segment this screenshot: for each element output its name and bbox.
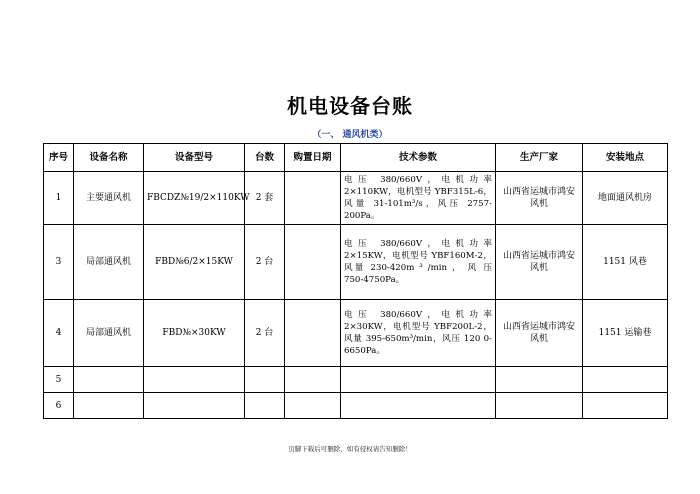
cell-tech: 电压 380/660V，电机功率 2×110KW，电机型号 YBF315L-6，风量 31-101m³/s，风压 2757-200Pa。 — [341, 172, 496, 225]
cell-no: 4 — [44, 300, 74, 367]
equipment-ledger-table — [43, 143, 668, 419]
cell-qty: 2 台 — [245, 225, 285, 300]
cell-location: 1151 运输巷 — [583, 300, 668, 367]
cell-name: 局部通风机 — [74, 225, 144, 300]
table-row — [44, 172, 668, 225]
cell-qty: 2 台 — [245, 300, 285, 367]
cell-qty: 2 套 — [245, 172, 285, 225]
col-header-model: 设备型号 — [144, 144, 245, 172]
cell-tech — [341, 367, 496, 393]
cell-maker: 山西省运城市鸿安风机 — [496, 172, 583, 225]
cell-no: 3 — [44, 225, 74, 300]
cell-maker — [496, 393, 583, 419]
cell-tech: 电压 380/660V，电机功率 2×30KW，电机型号 YBF200L-2，风量 395-650m³/min，风压 120 0-6650Pa。 — [341, 300, 496, 367]
cell-date — [285, 172, 341, 225]
cell-name — [74, 367, 144, 393]
cell-no: 1 — [44, 172, 74, 225]
cell-model: FBD№6/2×15KW — [144, 225, 245, 300]
cell-tech: 电压 380/660V，电机功率 2×15KW，电机型号 YBF160M-2，风量 230-420m ³ /min ， 风 压 750-4750Pa。 — [341, 225, 496, 300]
col-header-location: 安装地点 — [583, 144, 668, 172]
cell-name: 主要通风机 — [74, 172, 144, 225]
cell-location: 地面通风机房 — [583, 172, 668, 225]
cell-name — [74, 393, 144, 419]
col-header-qty: 台数 — [245, 144, 285, 172]
cell-model: FBD№×30KW — [144, 300, 245, 367]
cell-model: FBCDZ№19/2×110KW — [144, 172, 245, 225]
cell-maker: 山西省运城市鸿安风机 — [496, 300, 583, 367]
cell-date — [285, 393, 341, 419]
header-row — [44, 144, 668, 172]
col-header-tech: 技术参数 — [341, 144, 496, 172]
table-row — [44, 300, 668, 367]
section-subtitle: （一、 通风机类） — [312, 130, 388, 140]
page-footer: 页脚下载后可删除，如有侵权请告知删除！ — [288, 445, 412, 453]
table-row — [44, 393, 668, 419]
cell-location — [583, 393, 668, 419]
document-title: 机电设备台账 — [287, 94, 413, 118]
cell-date — [285, 300, 341, 367]
col-header-maker: 生产厂家 — [496, 144, 583, 172]
cell-qty — [245, 367, 285, 393]
cell-maker — [496, 367, 583, 393]
cell-no: 5 — [44, 367, 74, 393]
col-header-no: 序号 — [44, 144, 74, 172]
cell-model — [144, 393, 245, 419]
cell-maker: 山西省运城市鸿安风机 — [496, 225, 583, 300]
cell-model — [144, 367, 245, 393]
table-row — [44, 225, 668, 300]
cell-qty — [245, 393, 285, 419]
cell-no: 6 — [44, 393, 74, 419]
cell-date — [285, 225, 341, 300]
table-row — [44, 367, 668, 393]
cell-location — [583, 367, 668, 393]
cell-location: 1151 风巷 — [583, 225, 668, 300]
col-header-date: 购置日期 — [285, 144, 341, 172]
cell-date — [285, 367, 341, 393]
cell-tech — [341, 393, 496, 419]
col-header-name: 设备名称 — [74, 144, 144, 172]
cell-name: 局部通风机 — [74, 300, 144, 367]
